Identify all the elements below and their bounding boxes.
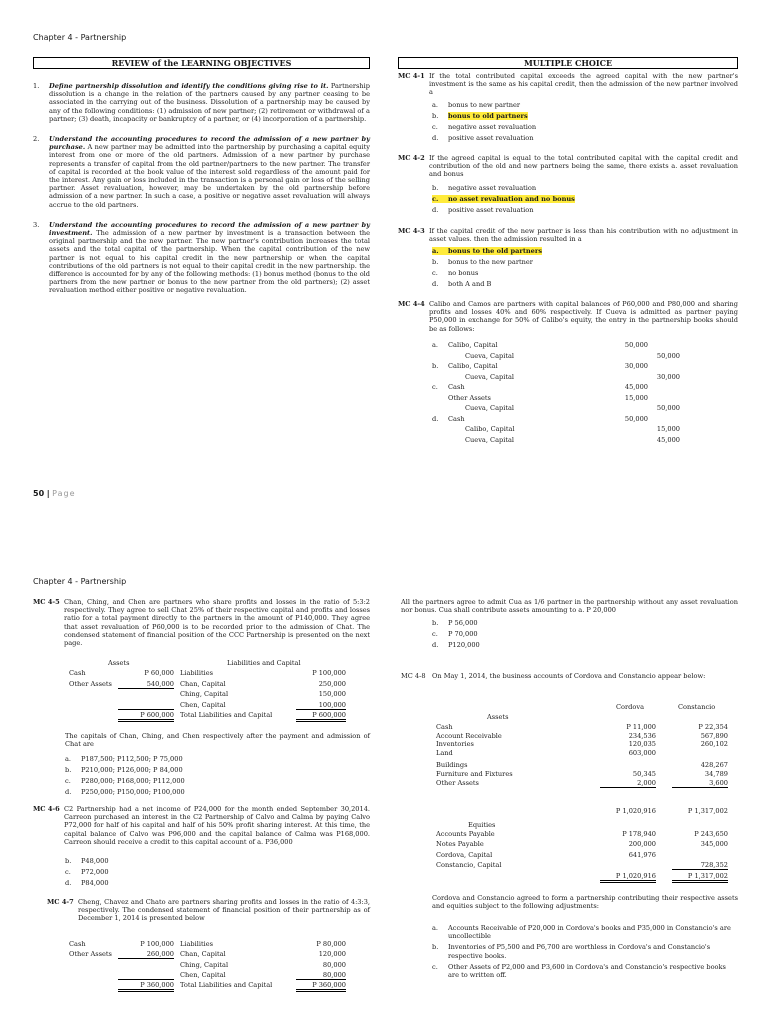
constancio-amount: P 22,354 — [698, 723, 728, 731]
adjustment-item: b. Inventories of P5,500 and P6,700 are worthless in Cordova's and Constancio's respective books. — [432, 943, 711, 960]
entry-debit: 15,000 — [624, 393, 648, 402]
equity-label: Accounts Payable — [436, 830, 495, 838]
asset-amount: P 100,000 — [140, 940, 174, 948]
liability-amount: P 600,000 — [296, 711, 346, 722]
mc-question-2 — [398, 154, 738, 179]
liability-amount: 150,000 — [318, 690, 346, 698]
liability-amount: 80,000 — [296, 971, 346, 980]
assets-heading: Assets — [487, 713, 509, 721]
mc-question-7 — [47, 898, 370, 923]
liability-label: Total Liabilities and Capital — [180, 981, 273, 990]
mc-question-3 — [398, 227, 738, 243]
page-footer — [33, 489, 76, 498]
constancio-total: P 1,317,002 — [687, 807, 728, 815]
entry-letter: d. — [432, 414, 439, 423]
question-text: Calibo and Camos are partners with capital balances of P60,000 and P80,000 and sharing profits and losses 40% and 60% respectively. If Cueva is admitted as partner paying P50,000 in exchange for 50% of Calibo's equity, the entry in the partnership books should be as follows: — [429, 300, 738, 333]
question-text: If the total contributed capital exceeds the agreed capital with the new partner's investment is the same as his capital credit, then the admission of the new partner involved a — [429, 72, 738, 97]
answer-highlight: no asset revaluation and no bonus — [448, 195, 575, 203]
entry-credit: 15,000 — [656, 425, 680, 433]
liability-amount: 250,000 — [318, 679, 346, 688]
option-c[interactable]: c. negative asset revaluation — [432, 123, 537, 131]
option-d[interactable]: d. P120,000 — [432, 641, 480, 649]
mc-title: MULTIPLE CHOICE — [398, 57, 738, 69]
option-d[interactable]: d. P250,000; P150,000; P100,000 — [65, 788, 185, 796]
constancio-amount: 567,890 — [700, 731, 728, 740]
answer-highlight: bonus to the old partners — [448, 247, 543, 255]
constancio-total: P 1,317,002 — [672, 872, 728, 883]
option-b[interactable]: b. bonus to old partners — [432, 112, 528, 120]
asset-label: Cash — [69, 669, 86, 677]
asset-amount: P 360,000 — [118, 981, 174, 992]
equities-heading: Equities — [468, 821, 496, 829]
entry-account: Calibo, Capital — [465, 425, 515, 433]
adjustments-list — [432, 924, 738, 979]
entry-account: Cueva, Capital — [465, 372, 515, 381]
question-text: If the agreed capital is equal to the total contributed capital with the capital credit and contribution of the old and new partners being the same, there exists a. asset revaluation and bonus — [429, 154, 738, 179]
option-c[interactable]: c. P280,000; P168,000; P112,000 — [65, 777, 185, 785]
constancio-amount: 260,102 — [700, 740, 728, 749]
entry-account: Cueva, Capital — [465, 404, 515, 412]
option-b[interactable]: b. P210,000; P126,000; P 84,000 — [65, 766, 183, 774]
mc-question-4 — [398, 300, 738, 333]
liability-label: Liabilities — [180, 940, 214, 948]
entry-account: Cash — [448, 383, 465, 391]
total-rule — [118, 709, 174, 710]
equity-label: Cordova, Capital — [436, 850, 493, 859]
objective-item — [33, 221, 370, 295]
liability-amount: 100,000 — [296, 701, 346, 710]
page-word: Page — [52, 489, 76, 498]
adjustment-item: c. Other Assets of P2,000 and P3,600 in Cordova's and Constancio's respective books are to written off. — [432, 962, 726, 980]
column-heading-constancio: Constancio — [678, 703, 716, 711]
option-d[interactable]: d. both A and B — [432, 280, 492, 288]
option-b[interactable]: b. P48,000 — [65, 857, 109, 865]
question-followup: The capitals of Chan, Ching, and Chen respectively after the payment and admission of Chat are — [65, 732, 370, 749]
question-text: All the partners agree to admit Cua as 1/6 partner in the partnership without any asset revaluation nor bonus. Cua shall contribute assets amounting to a. P 20,000 — [401, 598, 738, 615]
question-text: Chan, Ching, and Chen are partners who share profits and losses in the ratio of 5:3:2 respectively. They agree to sell Chat 25% of their respective capital and profits and losses ratio for a total payment directly to the partners in the amount of P140,000. They agree that asset revaluation of P60,000 is to be recorded prior to the admission of Chat. The condensed statement of financial position of the CCC Partnership is presented on the next page. — [64, 598, 370, 648]
constancio-amount: 3,600 — [672, 779, 728, 788]
asset-amount: 260,000 — [118, 950, 174, 959]
entry-debit: 50,000 — [624, 341, 648, 349]
constancio-amount: 428,267 — [700, 761, 728, 770]
objective-text: Define partnership dissolution and identify the conditions giving rise to it. Partnership dissolution is a change in the relation of the partners caused by any partner ceasing to be associated in the carrying out of the business. Dissolution of a partnership may be caused by any of the following conditions: (1) admission of new partner; (2) retirement or withdrawal of a partner; (3) death, incapacity or bankruptcy of a partner, or (4) incorporation of a partnership. — [49, 82, 370, 123]
option-b[interactable]: b. negative asset revaluation — [432, 184, 537, 192]
chapter-header-2: Chapter 4 - Partnership — [33, 577, 127, 586]
cordova-amount: 120,035 — [628, 740, 656, 749]
question-label: MC 4-7 — [47, 898, 74, 906]
objectives-list — [33, 82, 370, 295]
option-b[interactable]: b. bonus to the new partner — [432, 258, 533, 266]
cordova-total: P 1,020,916 — [600, 872, 656, 883]
asset-label: Furniture and Fixtures — [436, 769, 513, 778]
entry-letter: c. — [432, 383, 438, 391]
option-c[interactable]: c. no asset revaluation and no bonus — [432, 195, 575, 203]
option-d[interactable]: d. P84,000 — [65, 879, 109, 887]
liability-label: Ching, Capital — [180, 690, 229, 698]
constancio-amount: 34,789 — [704, 769, 728, 778]
asset-amount: P 600,000 — [118, 711, 174, 722]
question-label: MC 4-8 — [401, 672, 426, 680]
cordova-amount: P 11,000 — [626, 723, 656, 731]
page-separator: | — [46, 489, 50, 498]
entry-account: Cueva, Capital — [465, 351, 515, 360]
option-c[interactable]: c. P 70,000 — [432, 630, 478, 638]
cordova-amount: 641,976 — [628, 850, 656, 859]
option-b[interactable]: b. P 56,000 — [432, 619, 478, 627]
objective-number: 1. — [33, 82, 40, 90]
cordova-amount: 50,345 — [632, 769, 656, 778]
liability-amount: P 360,000 — [296, 981, 346, 992]
question-text: On May 1, 2014, the business accounts of Cordova and Constancio appear below: — [432, 672, 706, 680]
question-text: If the capital credit of the new partner is less than his contribution with no adjustment in asset values. then the admission resulted in a — [429, 227, 738, 244]
liability-label: Chen, Capital — [180, 970, 226, 979]
liabilities-heading: Liabilities and Capital — [227, 659, 301, 667]
assets-heading: Assets — [108, 659, 130, 667]
asset-label: Cash — [69, 940, 86, 948]
entry-account: Calibo, Capital — [448, 362, 498, 370]
asset-label: Cash — [436, 723, 453, 731]
liability-amount: P 80,000 — [316, 940, 346, 948]
liability-label: Chan, Capital — [180, 950, 226, 959]
asset-label: Buildings — [436, 761, 468, 770]
question-text: Cheng, Chavez and Chato are partners sharing profits and losses in the ratio of 4:3:3, respectively. The condensed statement of financial position of their partnership as of December 1, 2014 is presented below — [78, 898, 370, 923]
option-d[interactable]: d. positive asset revaluation — [432, 206, 534, 214]
asset-label: Land — [436, 748, 453, 757]
entry-debit: 45,000 — [624, 383, 648, 391]
liability-amount: P 100,000 — [312, 669, 346, 677]
cordova-amount: P 178,940 — [622, 830, 656, 838]
cordova-amount: 2,000 — [600, 779, 656, 788]
liability-label: Liabilities — [180, 669, 214, 677]
page-number: 50 — [33, 489, 45, 498]
equity-label: Constancio, Capital — [436, 860, 502, 869]
liability-label: Chen, Capital — [180, 700, 226, 709]
entry-account: Other Assets — [448, 393, 491, 402]
objective-item — [33, 135, 370, 209]
asset-amount: 540,000 — [118, 680, 174, 689]
asset-label: Inventories — [436, 740, 474, 749]
entry-account: Cash — [448, 414, 465, 423]
objective-item — [33, 82, 370, 123]
constancio-amount: 345,000 — [700, 840, 728, 849]
entry-debit: 30,000 — [624, 362, 648, 370]
objective-number: 3. — [33, 220, 40, 229]
option-c[interactable]: c. P72,000 — [65, 868, 109, 876]
option-c[interactable]: c. no bonus — [432, 269, 479, 277]
entry-account: Calibo, Capital — [448, 341, 498, 349]
chapter-header: Chapter 4 - Partnership — [33, 33, 127, 42]
option-a[interactable]: a. bonus to new partner — [432, 101, 521, 109]
option-d[interactable]: d. positive asset revaluation — [432, 134, 534, 142]
cordova-amount: 234,536 — [628, 731, 656, 740]
option-a[interactable]: a. P187,500; P112,500; P 75,000 — [65, 755, 183, 763]
objective-number: 2. — [33, 135, 40, 144]
constancio-amount: 728,352 — [672, 861, 728, 870]
asset-amount: P 60,000 — [144, 669, 174, 677]
objective-text: Understand the accounting procedures to record the admission of a new partner by purchase. A new partner may be admitted into the partnership by purchasing a capital equity interest from one or more of the old partners. Admission of a new partner by purchase represents a transfer of capital from the old partner/partners to the new partner. The transfer of capital is recorded at the book value of the interest sold regardless of the amount paid for the interest. Any gain or loss included in the transaction is a personal gain or loss of the selling partner. Asset revaluation, however, may be undertaken by the old partnership before admission of a new partner. In such a case, a positive or negative asset revaluation will always accrue to the old partners. — [49, 135, 370, 209]
answer-highlight: bonus to old partners — [448, 112, 528, 120]
mc-question-5 — [33, 598, 370, 647]
mc-question-6 — [33, 805, 370, 846]
asset-label: Other Assets — [436, 778, 479, 787]
objective-text: Understand the accounting procedures to record the admission of a new partner by investment. The admission of a new partner by investment is a transaction between the original partnership and the new partner. The new partner's contribution increases the total assets and the total capital of the partnership. When the capital contribution of the new partner is not equal to his capital credit in the new partnership or when the capital contributions of the old partners is not equal to their capital credit in the new partnership. the difference is accounted for by any of the following methods: (1) bonus method (bonus to the old partners from the new partner or bonus to the new partner from the old partners); (2) asset revaluation method either positive or negative revaluation. — [49, 220, 370, 295]
entry-credit: 50,000 — [656, 351, 680, 360]
question-text: C2 Partnership had a net income of P24,000 for the month ended September 30,2014. Carreon purchased an interest in the C2 Partnership of Calvo and Calma by paying Calvo P72,000 for half of his capital and half of his 50% profit sharing interest. At this time, the capital balance of Calvo was P96,000 and the capital balance of Calma was P168,000. Carreon should receive a credit to this capital account of a. P36,000 — [64, 805, 370, 846]
liability-amount: 80,000 — [322, 960, 346, 969]
asset-label: Account Receivable — [436, 731, 502, 740]
question-label: MC 4-2 — [398, 154, 425, 162]
entry-credit: 30,000 — [656, 372, 680, 381]
entry-letter: b. — [432, 362, 439, 370]
cordova-total: P 1,020,916 — [615, 807, 656, 815]
question-label: MC 4-1 — [398, 72, 425, 80]
review-title: REVIEW of the LEARNING OBJECTIVES — [33, 57, 370, 69]
liability-amount: 120,000 — [318, 950, 346, 959]
asset-label: Other Assets — [69, 950, 112, 959]
entry-debit: 50,000 — [624, 414, 648, 423]
liability-label: Chan, Capital — [180, 679, 226, 688]
cordova-amount: 603,000 — [628, 748, 656, 757]
total-rule — [118, 979, 174, 980]
asset-label: Other Assets — [69, 679, 112, 688]
entry-account: Cueva, Capital — [465, 435, 515, 444]
cordova-amount: 200,000 — [628, 840, 656, 849]
adjustment-item: a. Accounts Receivable of P20,000 in Cordova's books and P35,000 in Constancio's are uncollectible — [432, 924, 731, 941]
option-a[interactable]: a. bonus to the old partners — [432, 247, 543, 255]
equity-label: Notes Payable — [436, 840, 484, 849]
question-label: MC 4-5 — [33, 598, 60, 606]
question-followup: Cordova and Constancio agreed to form a partnership contributing their respective assets and equities subject to the following adjustments: — [432, 894, 738, 911]
constancio-amount: P 243,650 — [694, 830, 728, 838]
column-heading-cordova: Cordova — [616, 703, 645, 711]
liability-label: Ching, Capital — [180, 960, 229, 969]
question-label: MC 4-4 — [398, 300, 425, 308]
entry-letter: a. — [432, 341, 439, 349]
entry-credit: 45,000 — [656, 435, 680, 444]
liability-label: Total Liabilities and Capital — [180, 711, 273, 719]
question-label: MC 4-6 — [33, 805, 60, 813]
entry-credit: 50,000 — [656, 404, 680, 412]
mc-question-1 — [398, 72, 738, 97]
question-continuation — [401, 598, 738, 614]
question-label: MC 4-3 — [398, 227, 425, 235]
